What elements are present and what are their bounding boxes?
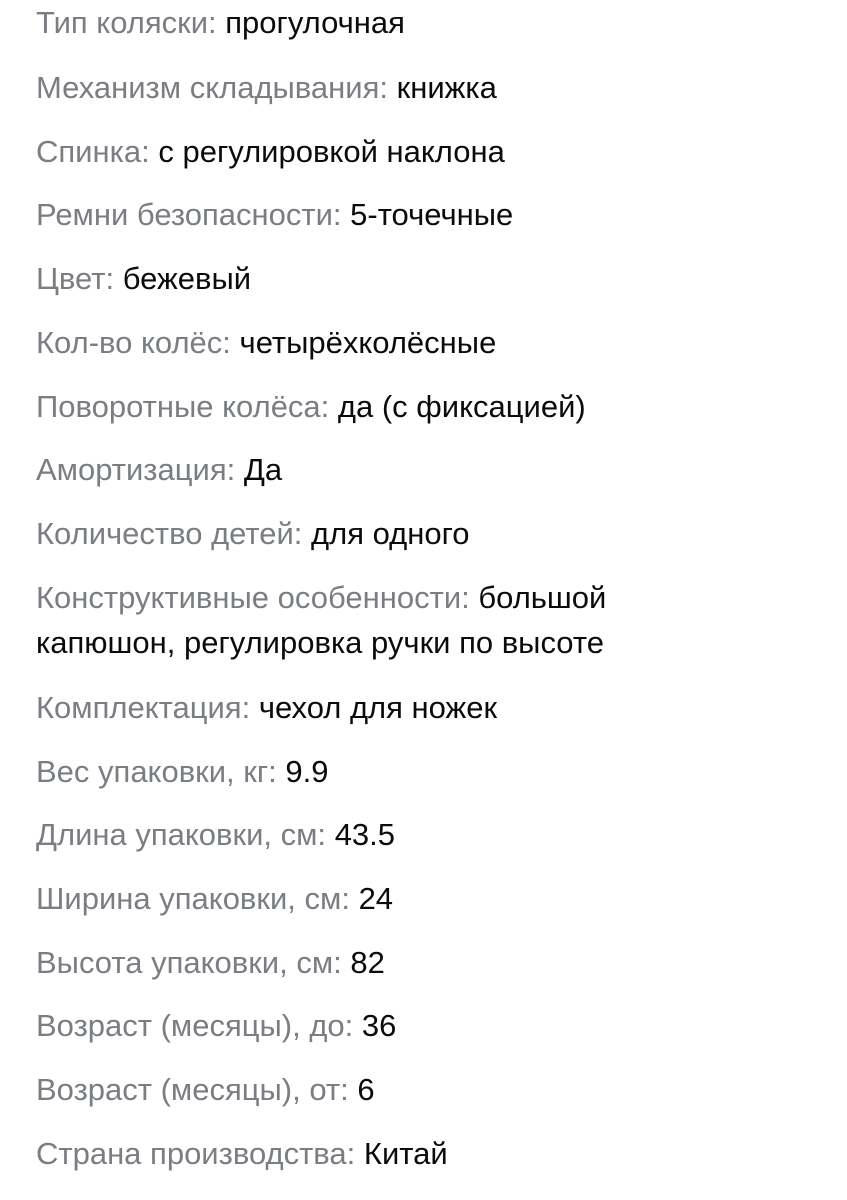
spec-key: Конструктивные особенности:	[36, 580, 470, 615]
spec-row-safety-belts	[36, 192, 513, 237]
spec-row-age-from	[36, 1067, 375, 1112]
spec-row-country	[36, 1131, 448, 1176]
spec-row-color	[36, 256, 251, 301]
spec-value: четырёхколёсные	[239, 325, 497, 360]
spec-row-age-to	[36, 1003, 396, 1048]
spec-row-suspension	[36, 447, 282, 492]
spec-value: 24	[358, 881, 394, 916]
spec-row-design-features	[36, 575, 716, 665]
spec-row-children-count	[36, 511, 469, 556]
spec-value: бежевый	[122, 261, 252, 296]
spec-value: да (с фиксацией)	[337, 389, 586, 424]
spec-key: Поворотные колёса:	[36, 389, 330, 424]
spec-row-package-height	[36, 940, 385, 985]
spec-key: Высота упаковки, см:	[36, 945, 342, 980]
spec-row-package-width	[36, 876, 393, 921]
spec-value: 5-точечные	[350, 197, 514, 232]
spec-key: Кол-во колёс:	[36, 325, 231, 360]
spec-value: Да	[243, 452, 283, 487]
spec-value: 9.9	[285, 754, 329, 789]
spec-key: Механизм складывания:	[36, 70, 389, 105]
spec-value: 36	[361, 1008, 397, 1043]
spec-value: большой капюшон, регулировка ручки по высоте	[36, 580, 607, 660]
spec-key: Ремни безопасности:	[36, 197, 342, 232]
spec-key: Страна производства:	[36, 1136, 356, 1171]
spec-value: с регулировкой наклона	[158, 134, 505, 169]
spec-value: чехол для ножек	[258, 690, 498, 725]
spec-value: 6	[357, 1072, 375, 1107]
spec-row-package-length	[36, 812, 395, 857]
spec-value: книжка	[396, 70, 497, 105]
spec-key: Длина упаковки, см:	[36, 817, 327, 852]
spec-key: Ширина упаковки, см:	[36, 881, 350, 916]
spec-key: Возраст (месяцы), от:	[36, 1072, 349, 1107]
spec-value: 43.5	[334, 817, 396, 852]
spec-value: для одного	[311, 516, 470, 551]
spec-key: Амортизация:	[36, 452, 236, 487]
spec-row-swivel-wheels	[36, 384, 586, 429]
spec-key: Возраст (месяцы), до:	[36, 1008, 354, 1043]
spec-row-package-contents	[36, 685, 497, 730]
spec-value: 82	[350, 945, 385, 980]
spec-key: Тип коляски:	[36, 5, 217, 40]
spec-row-package-weight	[36, 749, 329, 794]
spec-row-backrest	[36, 129, 505, 174]
spec-key: Количество детей:	[36, 516, 303, 551]
spec-key: Цвет:	[36, 261, 115, 296]
spec-value: Китай	[363, 1136, 448, 1171]
spec-row-folding-mechanism	[36, 65, 497, 110]
spec-value: прогулочная	[225, 5, 405, 40]
spec-key: Вес упаковки, кг:	[36, 754, 277, 789]
spec-row-stroller-type	[36, 0, 405, 45]
spec-key: Спинка:	[36, 134, 150, 169]
spec-key: Комплектация:	[36, 690, 251, 725]
spec-row-wheel-count	[36, 320, 496, 365]
